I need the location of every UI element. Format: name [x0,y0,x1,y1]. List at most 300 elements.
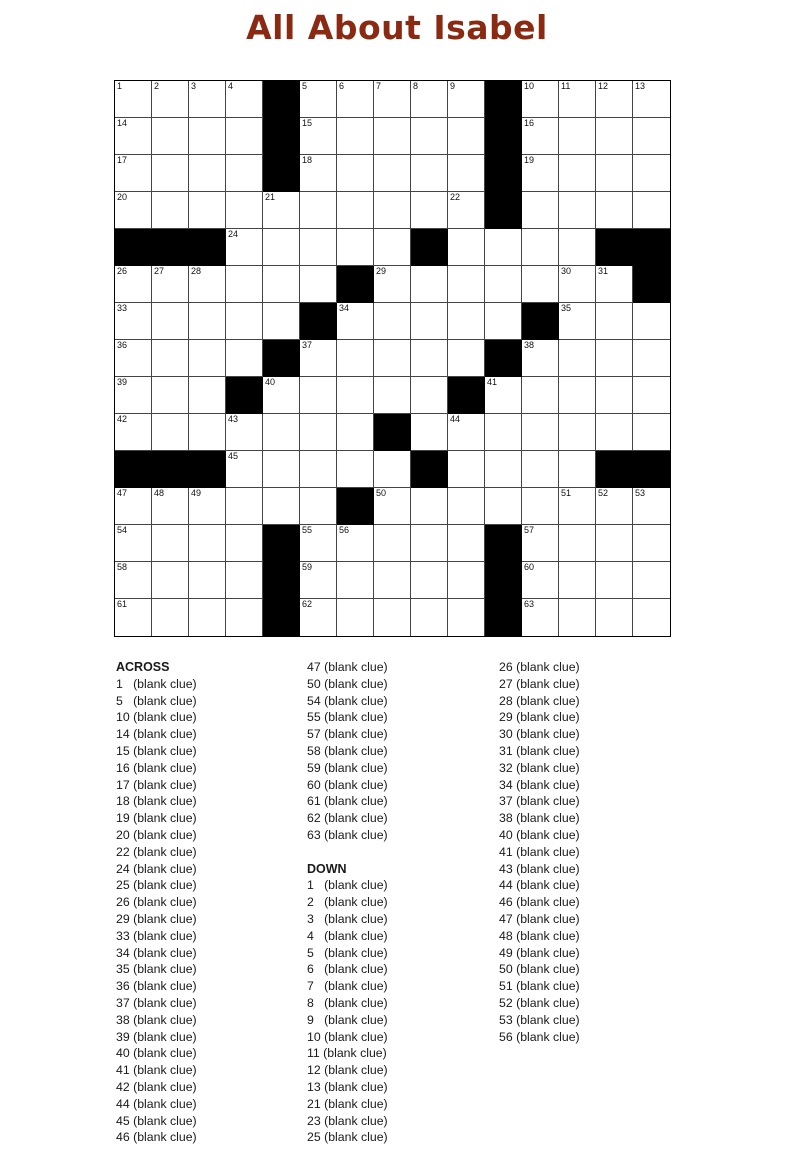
grid-cell[interactable] [485,451,522,488]
cell-number: 12 [598,81,609,91]
clue-item: 39 (blank clue) [116,1029,197,1044]
clue-item: 12 (blank clue) [307,1063,388,1078]
grid-cell[interactable] [522,488,559,525]
grid-cell[interactable] [374,266,411,303]
grid-cell[interactable] [300,155,337,192]
black-square [189,229,226,266]
grid-cell[interactable] [226,155,263,192]
grid-cell[interactable] [152,599,189,636]
clue-item: 14 (blank clue) [116,727,197,742]
grid-cell[interactable] [189,599,226,636]
grid-cell[interactable] [152,562,189,599]
grid-cell[interactable] [152,377,189,414]
grid-cell[interactable] [300,451,337,488]
grid-cell[interactable] [226,229,263,266]
grid-cell[interactable] [337,118,374,155]
grid-cell[interactable] [596,377,633,414]
grid-cell[interactable] [263,266,300,303]
grid-cell[interactable] [374,192,411,229]
grid-cell[interactable] [337,155,374,192]
grid-cell[interactable] [522,155,559,192]
grid-cell[interactable] [448,303,485,340]
cell-number: 1 [117,81,123,91]
grid-cell[interactable] [226,192,263,229]
clue-item: 21 (blank clue) [307,1096,388,1111]
grid-cell[interactable] [189,192,226,229]
grid-cell[interactable] [226,266,263,303]
grid-cell[interactable] [300,562,337,599]
grid-cell[interactable] [448,525,485,562]
cell-number: 62 [302,599,313,609]
grid-cell[interactable] [448,488,485,525]
black-square [263,340,300,377]
grid-cell[interactable] [152,266,189,303]
clue-item: 11 (blank clue) [307,1046,387,1061]
clue-item: 10 (blank clue) [307,1029,388,1044]
clue-item: 1 (blank clue) [116,676,197,691]
grid-cell[interactable] [448,414,485,451]
grid-cell[interactable] [226,451,263,488]
grid-cell[interactable] [411,488,448,525]
grid-cell[interactable] [559,340,596,377]
grid-cell[interactable] [337,451,374,488]
grid-cell[interactable] [522,451,559,488]
cell-number: 48 [154,488,165,498]
cell-number: 11 [561,81,571,91]
grid-cell[interactable] [633,488,670,525]
clue-item: 38 (blank clue) [116,1012,197,1027]
grid-cell[interactable] [633,414,670,451]
grid-cell[interactable] [152,118,189,155]
grid-cell[interactable] [633,340,670,377]
grid-cell[interactable] [152,192,189,229]
grid-cell[interactable] [226,525,263,562]
black-square [596,229,633,266]
grid-cell[interactable] [374,377,411,414]
grid-cell[interactable] [633,377,670,414]
cell-number: 30 [561,266,572,276]
grid-cell[interactable] [411,303,448,340]
grid-cell[interactable] [485,229,522,266]
grid-cell[interactable] [300,377,337,414]
grid-cell[interactable] [485,488,522,525]
clue-item: 61 (blank clue) [307,794,388,809]
grid-cell[interactable] [115,562,152,599]
cell-number: 3 [191,81,197,91]
grid-cell[interactable] [189,562,226,599]
grid-cell[interactable] [337,229,374,266]
crossword-grid [114,80,671,637]
grid-cell[interactable] [448,340,485,377]
grid-cell[interactable] [226,118,263,155]
grid-cell[interactable] [152,303,189,340]
grid-cell[interactable] [411,525,448,562]
grid-cell[interactable] [596,488,633,525]
grid-cell[interactable] [374,340,411,377]
clue-column-3 [499,659,580,1045]
grid-cell[interactable] [374,155,411,192]
grid-cell[interactable] [522,562,559,599]
cell-number: 61 [117,599,128,609]
grid-cell[interactable] [633,81,670,118]
grid-cell[interactable] [485,266,522,303]
clue-item: 19 (blank clue) [116,811,197,826]
grid-cell[interactable] [374,488,411,525]
black-square [263,155,300,192]
grid-cell[interactable] [263,303,300,340]
cell-number: 13 [635,81,646,91]
cell-number: 9 [450,81,456,91]
grid-cell[interactable] [411,81,448,118]
grid-cell[interactable] [300,81,337,118]
clue-item: 24 (blank clue) [116,861,197,876]
black-square [189,451,226,488]
grid-cell[interactable] [374,303,411,340]
grid-cell[interactable] [411,155,448,192]
black-square [152,451,189,488]
clue-item: 27 (blank clue) [499,676,580,691]
grid-cell[interactable] [337,562,374,599]
grid-cell[interactable] [559,155,596,192]
grid-cell[interactable] [374,525,411,562]
clue-item: 52 (blank clue) [499,995,580,1010]
grid-cell[interactable] [152,414,189,451]
black-square [263,562,300,599]
grid-cell[interactable] [596,414,633,451]
clue-item: 31 (blank clue) [499,743,580,758]
cell-number: 41 [487,377,498,387]
grid-cell[interactable] [411,377,448,414]
grid-cell[interactable] [448,118,485,155]
grid-cell[interactable] [448,229,485,266]
grid-cell[interactable] [226,488,263,525]
cell-number: 16 [524,118,535,128]
clue-item: 6 (blank clue) [307,962,388,977]
grid-cell[interactable] [263,488,300,525]
grid-cell[interactable] [559,414,596,451]
cell-number: 63 [524,599,535,609]
grid-cell[interactable] [300,414,337,451]
grid-cell[interactable] [559,525,596,562]
grid-cell[interactable] [115,414,152,451]
grid-cell[interactable] [633,303,670,340]
grid-cell[interactable] [448,192,485,229]
grid-cell[interactable] [411,340,448,377]
cell-number: 35 [561,303,572,313]
grid-cell[interactable] [411,266,448,303]
grid-cell[interactable] [448,266,485,303]
cell-number: 37 [302,340,313,350]
clue-item: 29 (blank clue) [499,710,580,725]
grid-cell[interactable] [189,155,226,192]
clue-item: 34 (blank clue) [499,777,580,792]
grid-cell[interactable] [152,525,189,562]
clue-item: 35 (blank clue) [116,962,197,977]
grid-cell[interactable] [448,451,485,488]
spacer [307,844,388,861]
grid-cell[interactable] [522,229,559,266]
grid-cell[interactable] [115,303,152,340]
grid-cell[interactable] [448,81,485,118]
grid-cell[interactable] [559,303,596,340]
grid-cell[interactable] [374,229,411,266]
grid-cell[interactable] [559,562,596,599]
cell-number: 4 [228,81,234,91]
grid-cell[interactable] [374,81,411,118]
grid-cell[interactable] [485,377,522,414]
black-square [485,599,522,636]
grid-cell[interactable] [263,192,300,229]
black-square [485,118,522,155]
grid-cell[interactable] [596,525,633,562]
clue-item: 26 (blank clue) [116,895,197,910]
grid-cell[interactable] [374,599,411,636]
grid-cell[interactable] [374,451,411,488]
grid-cell[interactable] [559,599,596,636]
grid-cell[interactable] [115,377,152,414]
clue-item: 45 (blank clue) [116,1113,197,1128]
grid-cell[interactable] [411,118,448,155]
clue-item: 51 (blank clue) [499,979,580,994]
grid-cell[interactable] [189,525,226,562]
clue-item: 7 (blank clue) [307,979,388,994]
grid-cell[interactable] [559,192,596,229]
grid-cell[interactable] [633,155,670,192]
grid-cell[interactable] [633,599,670,636]
grid-cell[interactable] [300,192,337,229]
grid-cell[interactable] [337,192,374,229]
grid-cell[interactable] [633,192,670,229]
cell-number: 22 [450,192,461,202]
grid-cell[interactable] [633,562,670,599]
grid-cell[interactable] [189,118,226,155]
grid-cell[interactable] [448,155,485,192]
grid-cell[interactable] [374,562,411,599]
grid-cell[interactable] [411,192,448,229]
grid-cell[interactable] [596,562,633,599]
cell-number: 26 [117,266,128,276]
grid-cell[interactable] [226,81,263,118]
grid-cell[interactable] [596,81,633,118]
black-square [522,303,559,340]
grid-cell[interactable] [559,488,596,525]
cell-number: 6 [339,81,345,91]
grid-cell[interactable] [189,377,226,414]
cell-number: 40 [265,377,276,387]
clue-item: 63 (blank clue) [307,827,388,842]
black-square [448,377,485,414]
cell-number: 7 [376,81,382,91]
grid-cell[interactable] [152,488,189,525]
black-square [485,562,522,599]
clue-section-heading: ACROSS [116,660,170,674]
cell-number: 49 [191,488,202,498]
clue-item: 26 (blank clue) [499,660,580,674]
grid-cell[interactable] [485,414,522,451]
grid-cell[interactable] [115,266,152,303]
grid-cell[interactable] [522,81,559,118]
cell-number: 29 [376,266,387,276]
grid-cell[interactable] [559,451,596,488]
clue-item: 29 (blank clue) [116,911,197,926]
grid-cell[interactable] [522,340,559,377]
clue-item: 41 (blank clue) [116,1063,197,1078]
grid-cell[interactable] [300,266,337,303]
clue-item: 25 (blank clue) [116,878,197,893]
black-square [337,488,374,525]
grid-cell[interactable] [522,192,559,229]
grid-cell[interactable] [115,155,152,192]
black-square [596,451,633,488]
grid-cell[interactable] [522,525,559,562]
grid-cell[interactable] [596,155,633,192]
grid-cell[interactable] [411,599,448,636]
clue-item: 2 (blank clue) [307,895,388,910]
grid-cell[interactable] [559,229,596,266]
grid-cell[interactable] [115,488,152,525]
grid-cell[interactable] [337,414,374,451]
cell-number: 31 [598,266,609,276]
grid-cell[interactable] [115,340,152,377]
grid-cell[interactable] [115,525,152,562]
black-square [485,525,522,562]
grid-cell[interactable] [633,525,670,562]
grid-cell[interactable] [522,414,559,451]
grid-cell[interactable] [226,414,263,451]
clue-item: 38 (blank clue) [499,811,580,826]
grid-cell[interactable] [300,599,337,636]
grid-cell[interactable] [522,599,559,636]
cell-number: 24 [228,229,239,239]
black-square [485,340,522,377]
cell-number: 34 [339,303,350,313]
black-square [300,303,337,340]
cell-number: 44 [450,414,461,424]
puzzle-title: All About Isabel [246,8,548,47]
grid-cell[interactable] [596,266,633,303]
grid-cell[interactable] [226,303,263,340]
grid-cell[interactable] [596,303,633,340]
clue-item: 13 (blank clue) [307,1079,388,1094]
grid-cell[interactable] [596,118,633,155]
grid-cell[interactable] [115,599,152,636]
grid-cell[interactable] [189,340,226,377]
grid-cell[interactable] [300,118,337,155]
grid-cell[interactable] [522,377,559,414]
grid-cell[interactable] [596,599,633,636]
clue-item: 30 (blank clue) [499,727,580,742]
black-square [337,266,374,303]
grid-cell[interactable] [226,599,263,636]
grid-cell[interactable] [559,266,596,303]
clue-item: 57 (blank clue) [307,727,388,742]
grid-cell[interactable] [263,414,300,451]
grid-cell[interactable] [522,118,559,155]
clue-item: 50 (blank clue) [307,676,388,691]
grid-cell[interactable] [152,81,189,118]
grid-cell[interactable] [226,340,263,377]
clue-item: 37 (blank clue) [499,794,580,809]
black-square [152,229,189,266]
cell-number: 52 [598,488,609,498]
grid-cell[interactable] [189,414,226,451]
grid-cell[interactable] [559,377,596,414]
cell-number: 15 [302,118,313,128]
grid-cell[interactable] [189,266,226,303]
grid-cell[interactable] [337,81,374,118]
black-square [485,192,522,229]
grid-cell[interactable] [337,599,374,636]
clue-item: 48 (blank clue) [499,928,580,943]
black-square [263,81,300,118]
grid-cell[interactable] [633,118,670,155]
cell-number: 18 [302,155,313,165]
cell-number: 33 [117,303,128,313]
grid-cell[interactable] [189,81,226,118]
clue-item: 33 (blank clue) [116,928,197,943]
grid-cell[interactable] [411,414,448,451]
grid-cell[interactable] [374,118,411,155]
clue-item: 8 (blank clue) [307,995,388,1010]
grid-cell[interactable] [189,303,226,340]
grid-cell[interactable] [263,377,300,414]
grid-cell[interactable] [448,599,485,636]
clue-item: 46 (blank clue) [499,895,580,910]
grid-cell[interactable] [337,303,374,340]
grid-cell[interactable] [263,451,300,488]
grid-cell[interactable] [152,155,189,192]
grid-cell[interactable] [522,266,559,303]
cell-number: 57 [524,525,535,535]
grid-cell[interactable] [300,525,337,562]
clue-item: 56 (blank clue) [499,1029,580,1044]
grid-cell[interactable] [559,118,596,155]
grid-cell[interactable] [337,340,374,377]
grid-cell[interactable] [337,377,374,414]
grid-cell[interactable] [448,562,485,599]
clue-item: 10 (blank clue) [116,710,197,725]
grid-cell[interactable] [300,340,337,377]
grid-cell[interactable] [596,192,633,229]
clue-item: 47 (blank clue) [499,911,580,926]
clue-item: 49 (blank clue) [499,945,580,960]
clue-column-2 [307,659,388,1146]
grid-cell[interactable] [300,229,337,266]
clue-item: 32 (blank clue) [499,760,580,775]
cell-number: 60 [524,562,535,572]
clue-section-heading: DOWN [307,861,347,876]
grid-cell[interactable] [115,192,152,229]
grid-cell[interactable] [152,340,189,377]
grid-cell[interactable] [189,488,226,525]
black-square [633,451,670,488]
grid-cell[interactable] [263,229,300,266]
clue-item: 22 (blank clue) [116,844,197,859]
grid-cell[interactable] [115,81,152,118]
grid-cell[interactable] [115,118,152,155]
grid-cell[interactable] [485,303,522,340]
clue-item: 40 (blank clue) [116,1046,197,1061]
grid-cell[interactable] [300,488,337,525]
grid-cell[interactable] [596,340,633,377]
cell-number: 10 [524,81,535,91]
clue-item: 4 (blank clue) [307,928,388,943]
clue-item: 53 (blank clue) [499,1012,580,1027]
grid-cell[interactable] [559,81,596,118]
grid-cell[interactable] [411,562,448,599]
grid-cell[interactable] [226,562,263,599]
grid-cell[interactable] [337,525,374,562]
